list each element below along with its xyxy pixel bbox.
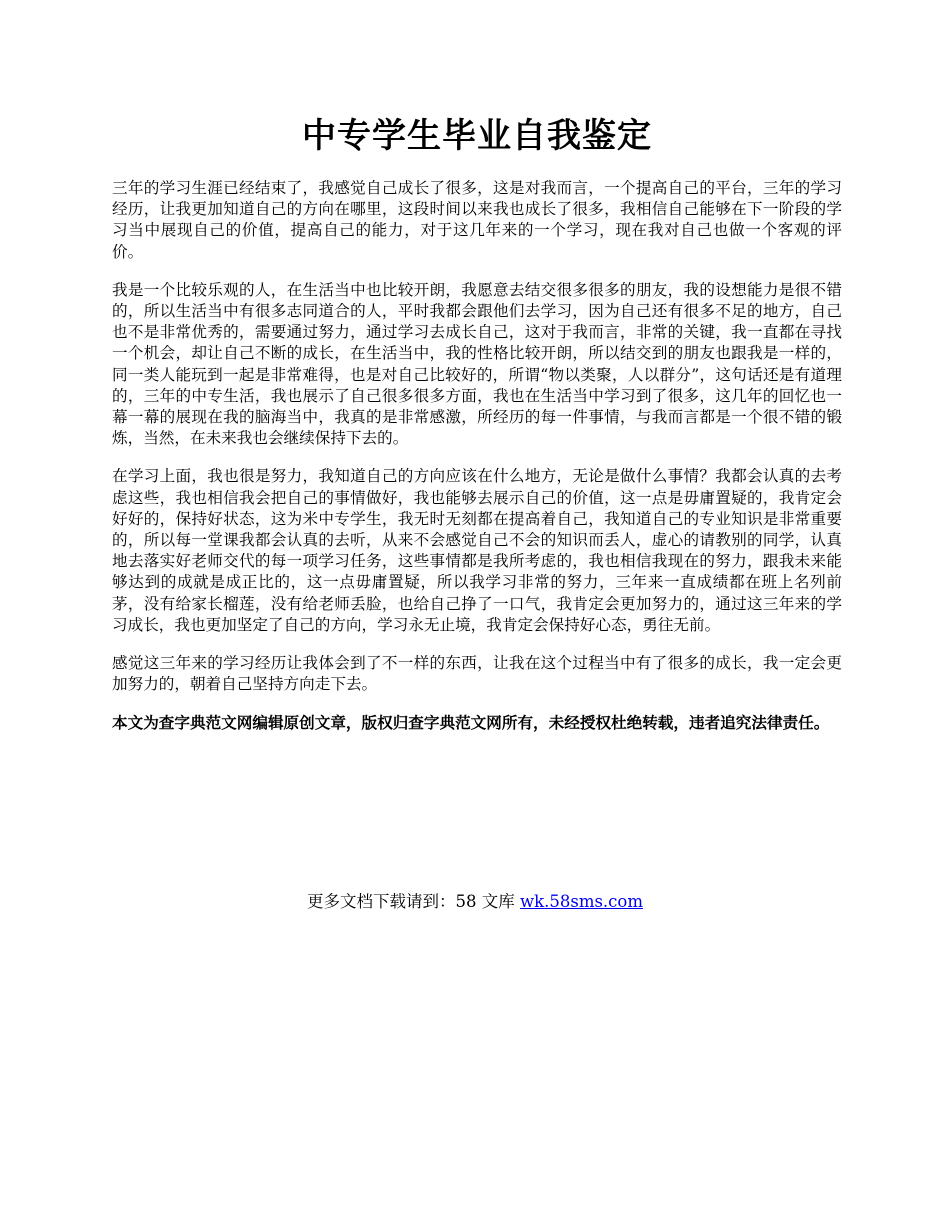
document-body [112,112,842,734]
footer-link[interactable]: wk.58sms.com [519,892,643,911]
paragraph-conclusion: 感觉这三年来的学习经历让我体会到了不一样的东西，让我在这个过程当中有了很多的成长，我一定会更加努力的，朝着自己坚持方向走下去。 [112,654,842,694]
copyright-notice: 本文为查字典范文网编辑原创文章，版权归查字典范文网所有，未经授权杜绝转载，违者追究法律责任。 [112,713,830,733]
footer-prefix: 更多文档下载请到：58 文库 [306,892,520,911]
document-title: 中专学生毕业自我鉴定 [302,116,652,156]
paragraph-study: 在学习上面，我也很是努力，我知道自己的方向应该在什么地方，无论是做什么事情？我都会认真的去考虑这些，我也相信我会把自己的事情做好，我也能够去展示自己的价值，这一点是毋庸置疑的，我肯定会好好的，保持好状态，这为米中专学生，我无时无刻都在提高着自己，我知道自己的专业知识是非常重要的，所以每一堂课我都会认真的去听，从来不会感觉自己不会的知识而丢人，虚心的请教别的同学，认真地去落实好老师交代的每一项学习任务，这些事情都是我所考虑的，我也相信我现在的努力，跟我未来能够达到的成就是成正比的，这一点毋庸置疑，所以我学习非常的努力，三年来一直成绩都在班上名列前茅，没有给家长榴莲，没有给老师丢脸，也给自己挣了一口气，我肯定会更加努力的，通过这三年来的学习成长，我也更加坚定了自己的方向，学习永无止境，我肯定会保持好心态，勇往无前。 [112,467,842,634]
paragraph-personality: 我是一个比较乐观的人，在生活当中也比较开朗，我愿意去结交很多很多的朋友，我的设想能力是很不错的，所以生活当中有很多志同道合的人，平时我都会跟他们去学习，因为自己还有很多不足的地方，自己也不是非常优秀的，需要通过努力，通过学习去成长自己，这对于我而言，非常的关键，我一直都在寻找一个机会，却让自己不断的成长，在生活当中，我的性格比较开朗，所以结交到的朋友也跟我是一样的，同一类人能玩到一起是非常难得，也是对自己比较好的，所谓“物以类聚，人以群分”，这句话还是有道理的，三年的中专生活，我也展示了自己很多很多方面，我也在生活当中学习到了很多，这几年的回忆也一幕一幕的展现在我的脑海当中，我真的是非常感激，所经历的每一件事情，与我而言都是一个很不错的锻炼，当然，在未来我也会继续保持下去的。 [112,280,842,448]
download-footer [0,890,950,914]
paragraph-intro: 三年的学习生涯已经结束了，我感觉自己成长了很多，这是对我而言，一个提高自己的平台，三年的学习经历，让我更加知道自己的方向在哪里，这段时间以来我也成长了很多，我相信自己能够在下一阶段的学习当中展现自己的价值，提高自己的能力，对于这几年来的一个学习，现在我对自己也做一个客观的评价。 [112,179,842,261]
